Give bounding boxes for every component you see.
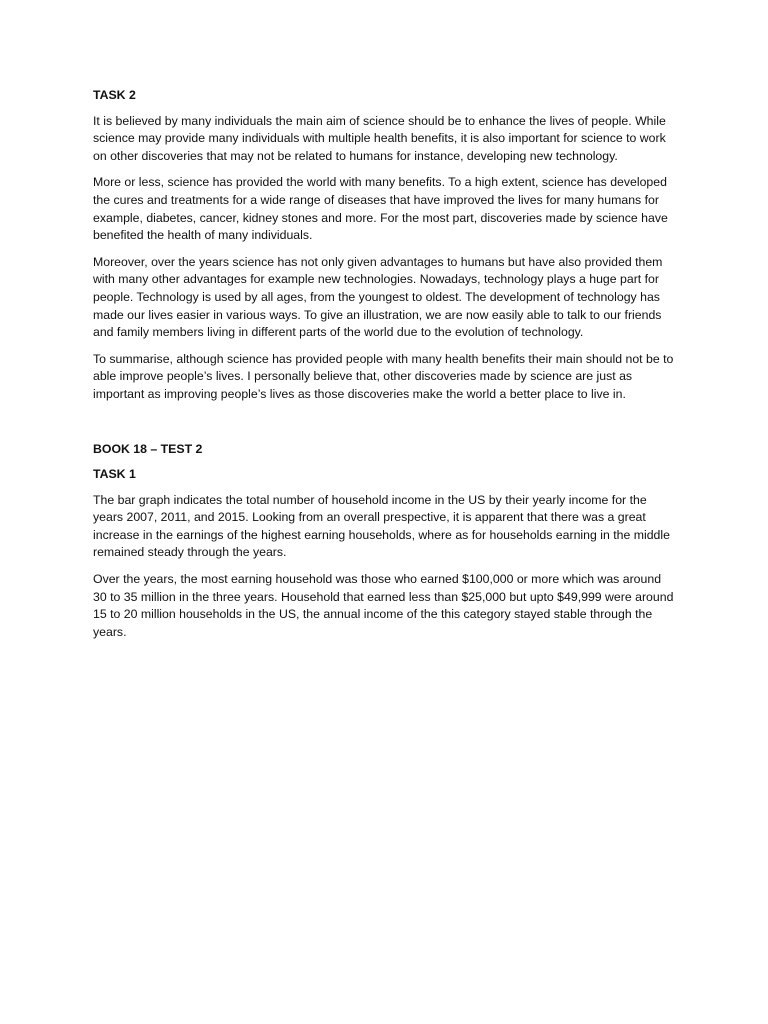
task2-paragraph-1: It is believed by many individuals the main aim of science should be to enhance the lives of people. While science may provide many individuals with multiple health benefits, it is also important for science to work on other discoveries that may not be related to humans for instance, developing new technology. <box>93 113 666 163</box>
task2-paragraph-2: More or less, science has provided the world with many benefits. To a high extent, science has developed the cures and treatments for a wide range of diseases that have improved the lives for many humans for example, diabetes, cancer, kidney stones and more. For the most part, discoveries made by science have benefited the health of many individuals. <box>93 175 668 243</box>
task1-paragraph-1: The bar graph indicates the total number of household income in the US by their yearly income for the years 2007, 2011, and 2015. Looking from an overall prespective, it is apparent that there was a great increase in the earnings of the highest earning households, where as for households earning in the middle remained steady through the years. <box>93 492 670 560</box>
document-body <box>93 87 678 650</box>
task2-heading: TASK 2 <box>93 88 136 102</box>
book-test-heading: BOOK 18 – TEST 2 <box>93 441 203 456</box>
section-spacer <box>93 413 678 441</box>
task1-paragraph-2: Over the years, the most earning household was those who earned $100,000 or more which was around 30 to 35 million in the three years. Household that earned less than $25,000 but upto $49,999 were around 15 to 20 million households in the US, the annual income of the this category stayed stable through the years. <box>93 572 674 639</box>
task2-paragraph-3: Moreover, over the years science has not only given advantages to humans but have also provided them with many other advantages for example new technologies. Nowadays, technology plays a huge part for people. Technology is used by all ages, from the youngest to oldest. The development of technology has made our lives easier in various ways. To give an illustration, we are now easily able to talk to our friends and family members living in different parts of the world due to the evolution of technology. <box>93 254 663 340</box>
task2-paragraph-4: To summarise, although science has provided people with many health benefits their main should not be to able improve people’s lives. I personally believe that, other discoveries made by science are just as important as improving people’s lives as those discoveries make the world a better place to live in. <box>93 351 674 401</box>
task1-heading: TASK 1 <box>93 467 136 482</box>
